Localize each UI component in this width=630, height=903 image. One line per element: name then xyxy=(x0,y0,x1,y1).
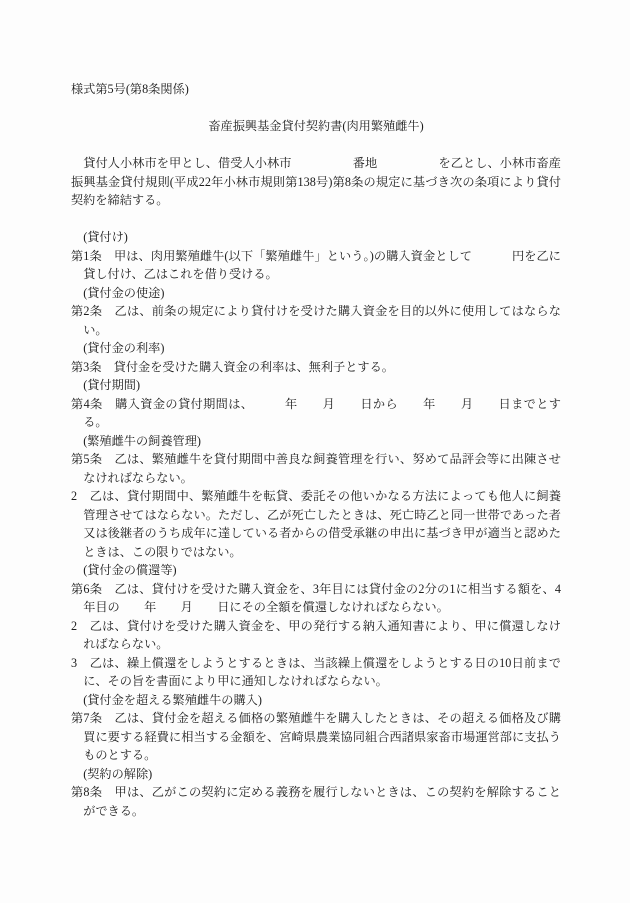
section-heading: (貸付け) xyxy=(83,230,128,244)
form-number: 様式第5号(第8条関係) xyxy=(71,82,189,96)
article-paragraph: 第8条 甲は、乙がこの契約に定める義務を履行しないときは、この契約を解除することができる。 xyxy=(71,785,561,818)
document-title: 畜産振興基金貸付契約書(肉用繁殖雌牛) xyxy=(208,119,424,133)
section-heading: (貸付金の利率) xyxy=(83,341,165,355)
article-paragraph: 3 乙は、繰上償還をしようとするときは、当該繰上償還をしようとする日の10日前までに、その旨を書面により甲に通知しなければならない。 xyxy=(71,655,561,688)
article-paragraph: 第7条 乙は、貸付金を超える価格の繁殖雌牛を購入したときは、その超える価格及び購買に要する経費に相当する金額を、宮崎県農業協同組合西諸県家畜市場運営部に支払うものとする。 xyxy=(71,711,561,762)
articles-container xyxy=(71,228,561,820)
intro-paragraph: 貸付人小林市を甲とし、借受人小林市 番地 を乙とし、小林市畜産振興基金貸付規則(平成22年小林市規則第138号)第8条の規定に基づき次の条項により貸付契約を締結する。 xyxy=(71,156,561,207)
section-heading: (繁殖雌牛の飼養管理) xyxy=(83,433,201,448)
section-heading: (貸付金の償還等) xyxy=(83,563,177,577)
section-heading: (貸付金の使途) xyxy=(83,285,165,300)
article-paragraph: 第1条 甲は、肉用繁殖雌牛(以下「繁殖雌牛」という。)の購入資金として 円を乙に貸し付け、乙はこれを借り受ける。 xyxy=(71,248,561,281)
section-heading: (契約の解除) xyxy=(83,766,153,781)
article-paragraph: 第2条 乙は、前条の規定により貸付けを受けた購入資金を目的以外に使用してはならない。 xyxy=(71,304,561,337)
article-paragraph: 第6条 乙は、貸付けを受けた購入資金を、3年目には貸付金の2分の1に相当する額を、4年目の 年 月 日にその全額を償還しなければならない。 xyxy=(71,581,561,614)
section-heading: (貸付金を超える繁殖雌牛の購入) xyxy=(83,692,262,707)
section-heading: (貸付期間) xyxy=(83,378,141,392)
document-body xyxy=(71,80,561,820)
article-paragraph: 2 乙は、貸付けを受けた購入資金を、甲の発行する納入通知書により、甲に償還しなければならない。 xyxy=(71,618,561,651)
article-paragraph: 第5条 乙は、繁殖雌牛を貸付期間中善良な飼養管理を行い、努めて品評会等に出陳させなければならない。 xyxy=(71,452,561,485)
article-paragraph: 第4条 購入資金の貸付期間は、 年 月 日から 年 月 日までとする。 xyxy=(71,396,561,429)
article-paragraph: 2 乙は、貸付期間中、繁殖雌牛を転貸、委託その他いかなる方法によっても他人に飼養管理させてはならない。ただし、乙が死亡したときは、死亡時乙と同一世帯であった者又は後継者のうち成年に達している者からの借受承継の申出に基づき甲が適当と認めたときは、この限りではない。 xyxy=(71,489,561,559)
article-paragraph: 第3条 貸付金を受けた購入資金の利率は、無利子とする。 xyxy=(71,359,394,374)
